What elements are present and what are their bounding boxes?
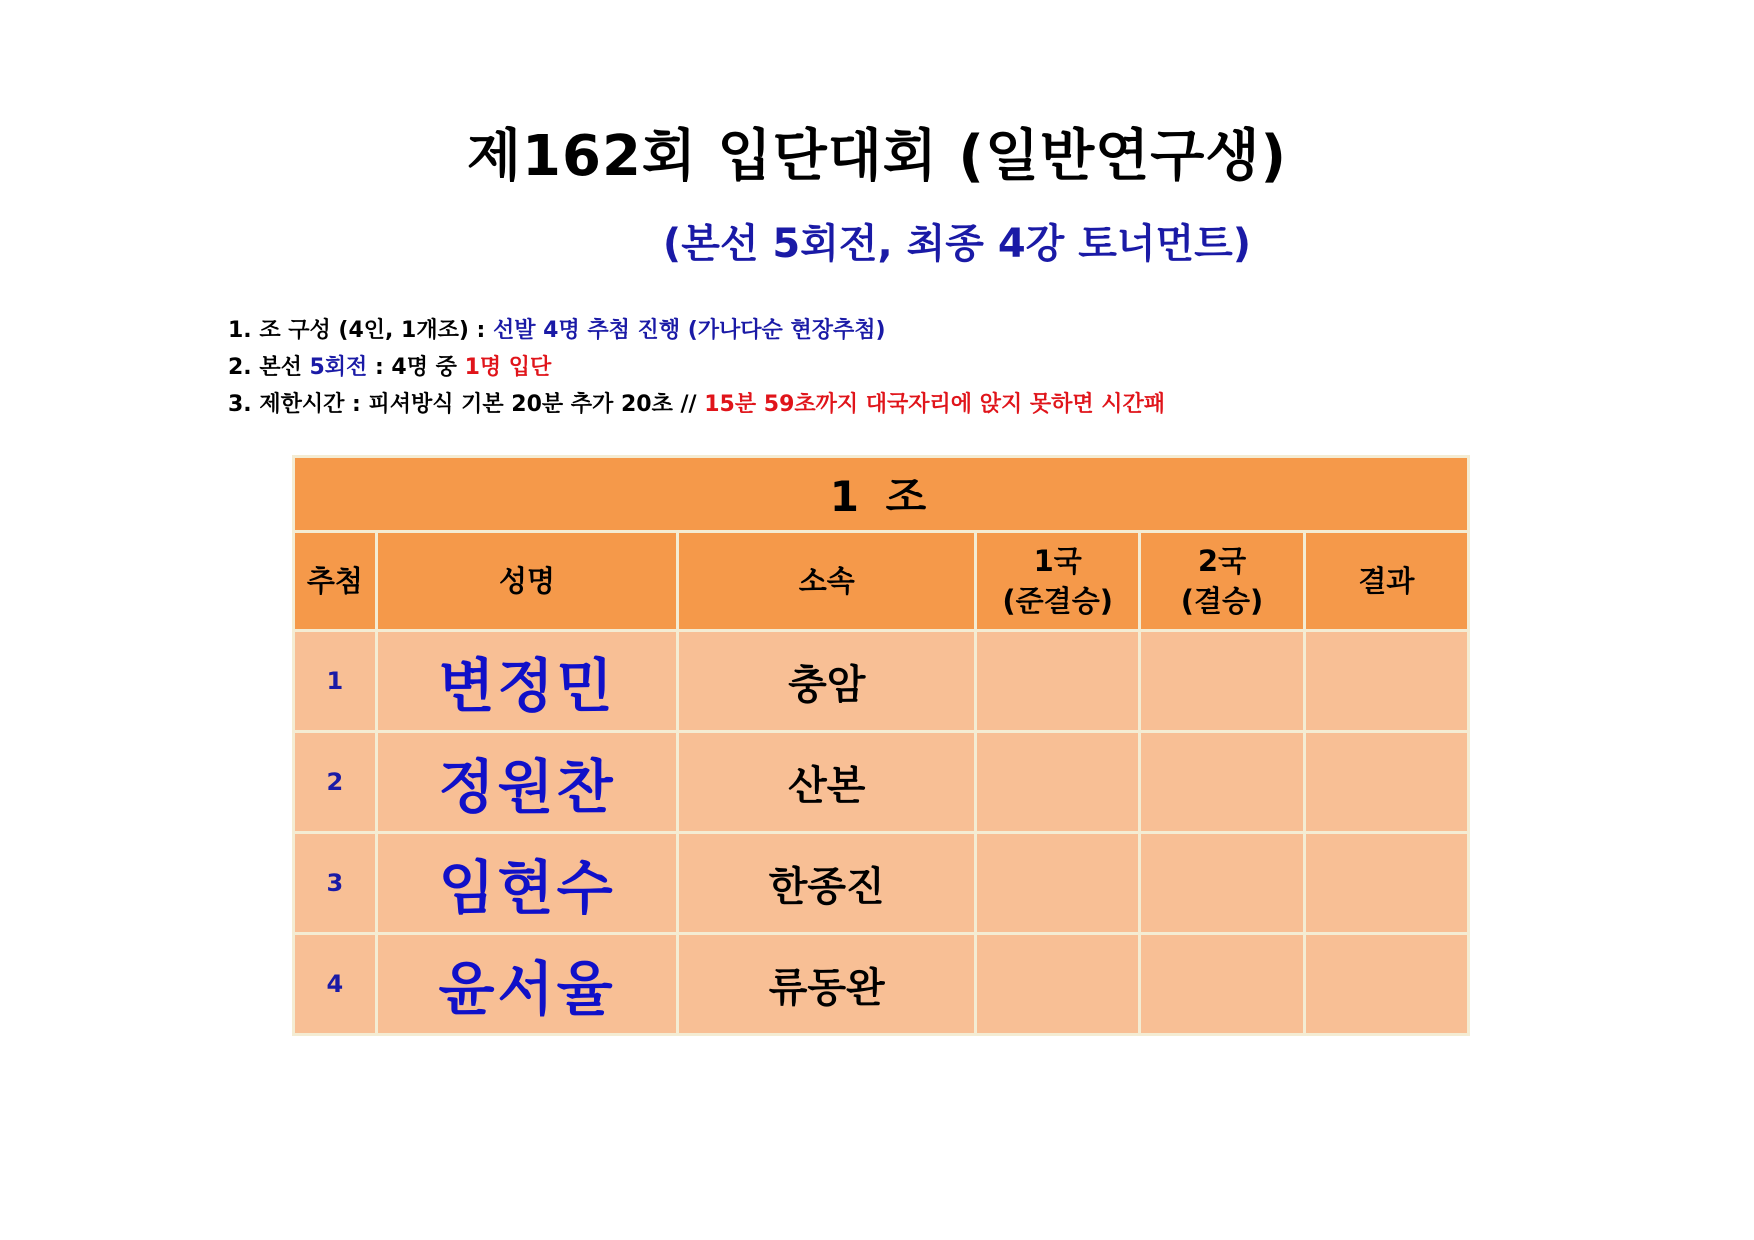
game-1-cell — [977, 632, 1138, 730]
rule-2-prefix: 2. 본선 — [228, 355, 310, 380]
game-1-cell — [977, 935, 1138, 1033]
header-game-2 — [1141, 533, 1302, 629]
draw-number: 4 — [295, 935, 375, 1033]
game-2-cell — [1141, 935, 1302, 1033]
header-game-1-stage: (준결승) — [1002, 584, 1113, 618]
rule-3-prefix: 3. 제한시간 : 피셔방식 기본 20분 추가 20초 // — [228, 392, 705, 417]
rule-2-middle: : 4명 중 — [367, 355, 465, 380]
result-cell — [1306, 935, 1467, 1033]
rule-2-rounds: 5회전 — [309, 355, 368, 380]
draw-number: 2 — [295, 733, 375, 831]
game-1-cell — [977, 733, 1138, 831]
group-table — [292, 455, 1470, 1036]
table-row — [295, 632, 1467, 730]
rule-line-1 — [228, 312, 1165, 349]
rules-list — [228, 312, 1165, 423]
draw-number: 1 — [295, 632, 375, 730]
player-name: 임현수 — [378, 834, 677, 932]
rule-1-prefix: 1. 조 구성 (4인, 1개조) : — [228, 318, 494, 343]
player-affiliation: 충암 — [679, 632, 974, 730]
player-name: 변정민 — [378, 632, 677, 730]
result-cell — [1306, 834, 1467, 932]
header-row — [295, 533, 1467, 629]
player-affiliation: 한종진 — [679, 834, 974, 932]
game-2-cell — [1141, 632, 1302, 730]
header-game-2-label: 2국 — [1197, 544, 1247, 578]
result-cell — [1306, 632, 1467, 730]
table-row — [295, 733, 1467, 831]
player-affiliation: 산본 — [679, 733, 974, 831]
game-2-cell — [1141, 733, 1302, 831]
header-game-1 — [977, 533, 1138, 629]
rule-line-2 — [228, 349, 1165, 386]
player-name: 윤서율 — [378, 935, 677, 1033]
game-2-cell — [1141, 834, 1302, 932]
rule-1-highlight: 선발 4명 추첨 진행 (가나다순 현장추첨) — [493, 318, 886, 343]
player-name: 정원찬 — [378, 733, 677, 831]
header-game-2-stage: (결승) — [1180, 584, 1264, 618]
table-row — [295, 935, 1467, 1033]
game-1-cell — [977, 834, 1138, 932]
header-affiliation: 소속 — [679, 533, 974, 629]
player-affiliation: 류동완 — [679, 935, 974, 1033]
rule-line-3 — [228, 386, 1165, 423]
header-draw: 추첨 — [295, 533, 375, 629]
header-game-1-label: 1국 — [1033, 544, 1082, 578]
header-name: 성명 — [378, 533, 677, 629]
page-subtitle: (본선 5회전, 최종 4강 토너먼트) — [662, 221, 1252, 267]
table-row — [295, 834, 1467, 932]
rule-3-forfeit: 15분 59초까지 대국자리에 앉지 못하면 시간패 — [704, 392, 1166, 417]
header-result: 결과 — [1306, 533, 1467, 629]
rule-2-pro-count: 1명 입단 — [464, 355, 552, 380]
group-title: 1 조 — [295, 458, 1467, 530]
draw-number: 3 — [295, 834, 375, 932]
result-cell — [1306, 733, 1467, 831]
page-title: 제162회 입단대회 (일반연구생) — [466, 124, 1288, 189]
